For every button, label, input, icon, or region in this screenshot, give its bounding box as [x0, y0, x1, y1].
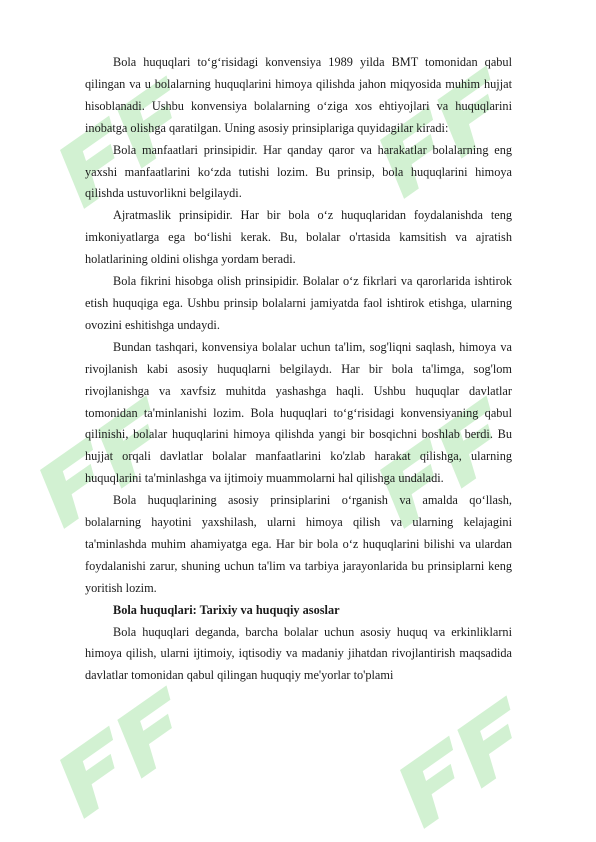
- paragraph-best-interests: Bola manfaatlari prinsipidir. Har qanday qaror va harakatlar bolalarning eng yaxshi manfaatlarini ko‘zda tutishi lozim. Bu prinsip, bola huquqlarini himoya qilishda ustuvorlikni belgilaydi.: [85, 142, 512, 201]
- paragraph-intro: Bola huquqlari to‘g‘risidagi konvensiya 1989 yilda BMT tomonidan qabul qilingan va u bolalarning huquqlarini himoya qilishda jahon miqyosida muhim hujjat hisoblanadi. Ushbu konvensiya bolalarning o‘ziga xos ehtiyojlari va huquqlarini inobatga olishga qaratilgan. Uning asosiy prinsiplariga quyidagilar kiradi:: [85, 55, 512, 135]
- paragraph-basic-rights: Bundan tashqari, konvensiya bolalar uchun ta'lim, sog'liqni saqlash, himoya va rivojlanish kabi asosiy huquqlarni belgilaydı. Har bir bola ta'limga, sog'lom rivojlanishga va xavfsiz muhitda yashashga haqli. Ushbu huquqlar davlatlar tomonidan ta'minlanishi lozim. Bola huquqlari to‘g‘risidagi konvensiyaning qabul qilinishi, bolalar huquqlarini himoya qilishda yangi bir bosqichni boshlab berdi. Bu hujjat orqali davlatlar bolalar manfaatlarini ko'zlab harakat qilishga, ularning huquqlarini ta'minlashga va ijtimoiy muammolarni hal qilishga undaladi.: [85, 339, 512, 486]
- paragraph-non-discrimination: Ajratmaslik prinsipidir. Har bir bola o‘z huquqlaridan foydalanishda teng imkoniyatlarga ega bo‘lishi kerak. Bu, bolalar o'rtasida kamsitish va ajratish holatlarining oldini olishga yordam beradi.: [85, 208, 512, 267]
- paragraph-child-views: Bola fikrini hisobga olish prinsipidir. Bolalar o‘z fikrlari va qarorlarida ishtirok etish huquqiga ega. Ushbu prinsip bolalarni jamiyatda faol ishtirok etishga, ularning ovozini eshitishga undaydi.: [85, 274, 512, 332]
- paragraph-importance: Bola huquqlarining asosiy prinsiplarini o‘rganish va amalda qo‘llash, bolalarning hayotini yaxshilash, ularni himoya qilish va ularning kelajagini ta'minlashda muhim ahamiyatga ega. Har bir bola o‘z huquqlarini bilishi va ulardan foydalanishi zarur, shuning uchun ta'lim va tarbiya jarayonlarida bu prinsiplarni keng yoritish lozim.: [85, 493, 512, 595]
- document-body: [85, 52, 512, 687]
- section-heading: Bola huquqlari: Tarixiy va huquqiy asoslar: [113, 602, 340, 617]
- paragraph-definition: Bola huquqlari deganda, barcha bolalar uchun asosiy huquq va erkinliklarni himoya qilish, ularni ijtimoiy, iqtisodiy va madaniy jihatdan rivojlantirish maqsadida davlatlar tomonidan qabul qilingan huquqiy me'yorlar to'plami: [85, 624, 512, 683]
